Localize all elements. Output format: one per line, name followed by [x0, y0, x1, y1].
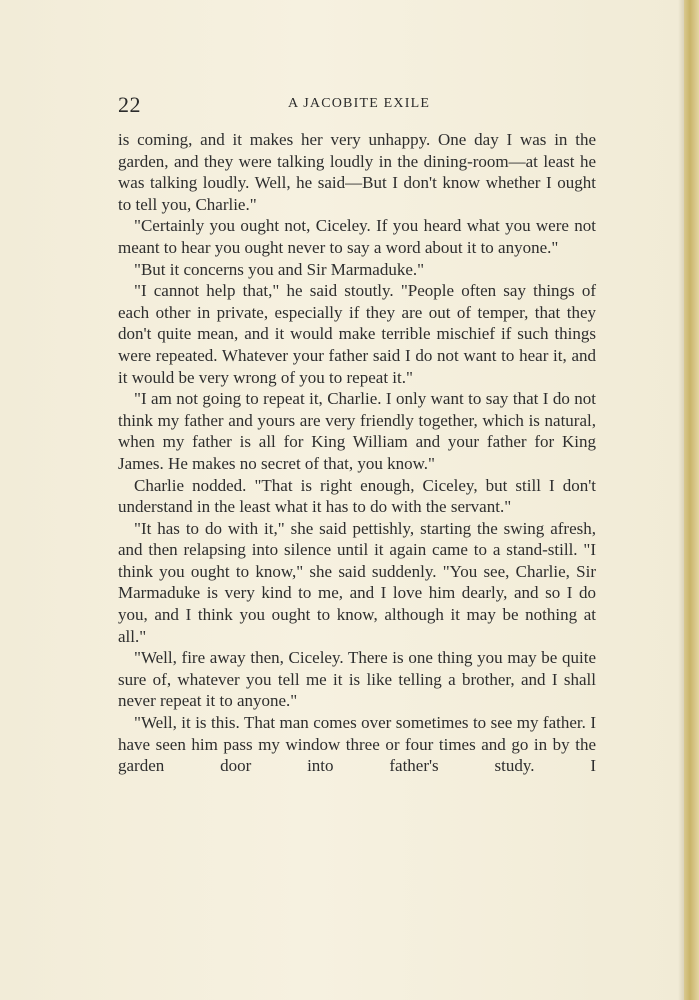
paragraph: "Certainly you ought not, Ciceley. If you heard what you were not meant to hear you ought never to say a word about it to anyone.": [118, 216, 596, 257]
paragraph: "I cannot help that," he said stoutly. "People often say things of each other in private, especially if they are out of temper, that they don't quite mean, and it would make terrible mischief if such things were repeated. Whatever your father said I do not want to hear it, and it would be very wrong of you to repeat it.": [118, 281, 596, 387]
running-head: A JACOBITE EXILE: [288, 96, 431, 111]
paragraph: "Well, it is this. That man comes over sometimes to see my father. I have seen him pass my window three or four times and go in by the garden door into father's study. I: [118, 713, 596, 776]
paragraph: is coming, and it makes her very unhappy. One day I was in the garden, and they were talking loudly in the dining-room—at least he was talking loudly. Well, he said—But I don't know whether I ought to tell you, Charlie.": [118, 130, 596, 214]
paragraph: "But it concerns you and Sir Marmaduke.": [134, 259, 425, 279]
paragraph: "I am not going to repeat it, Charlie. I only want to say that I do not think my father and yours are very friendly together, which is natural, when my father is all for King William and your father for King James. He makes no secret of that, you know.": [118, 389, 596, 473]
paragraph: "It has to do with it," she said pettishly, starting the swing afresh, and then relapsing into silence until it again came to a stand-still. "I think you ought to know," she said suddenly. "You see, Charlie, Sir Marmaduke is very kind to me, and I love him dearly, and so I do you, and I think you ought to know, although it may be nothing at all.": [118, 518, 596, 646]
paragraph: "Well, fire away then, Ciceley. There is one thing you may be quite sure of, whatever you tell me it is like telling a brother, and I shall never repeat it to anyone.": [118, 648, 596, 711]
body-text: [118, 129, 596, 777]
page-edge: [684, 0, 699, 1000]
paragraph: Charlie nodded. "That is right enough, Ciceley, but still I don't understand in the least what it has to do with the servant.": [118, 475, 596, 517]
page-number: 22: [118, 92, 141, 117]
page-header: [118, 92, 596, 116]
